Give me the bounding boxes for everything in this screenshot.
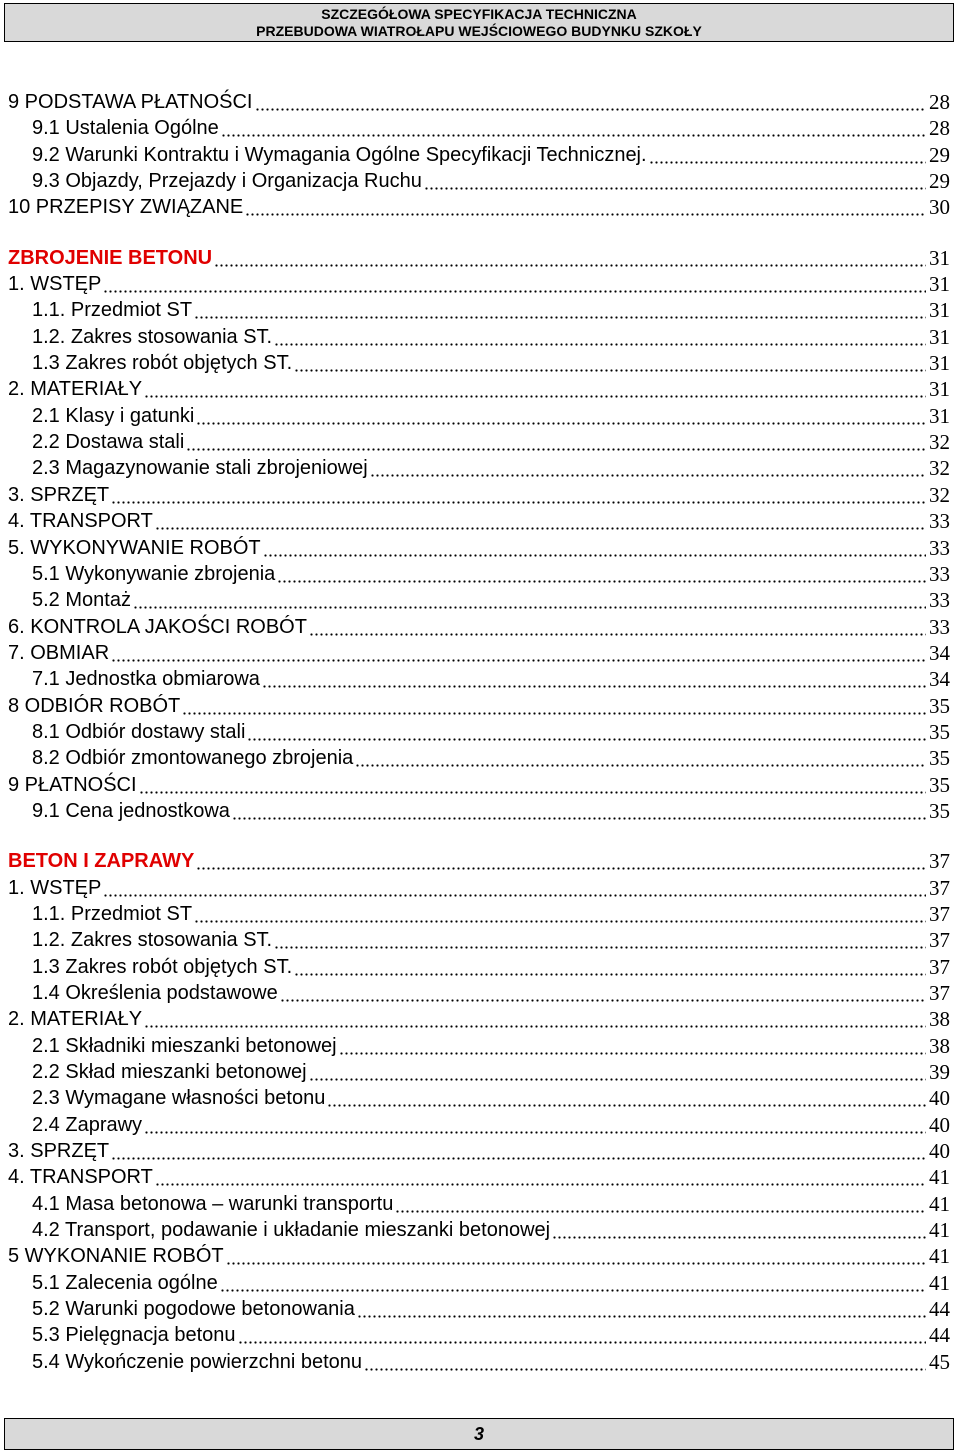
toc-entry[interactable] — [8, 89, 950, 115]
toc-entry[interactable] — [8, 1085, 950, 1111]
toc-entry[interactable] — [8, 1006, 950, 1032]
toc-entry-page-number: 35 — [929, 798, 950, 823]
toc-entry-page-number: 40 — [929, 1139, 950, 1164]
toc-entry-title: 1.1. Przedmiot ST — [32, 902, 193, 925]
toc-entry-page-number: 41 — [929, 1270, 950, 1295]
toc-entry[interactable] — [8, 194, 950, 220]
dot-leader — [294, 350, 926, 376]
toc-entry-title: 1.3 Zakres robót objętych ST. — [32, 955, 293, 978]
toc-entry-title: 2. MATERIAŁY — [8, 1008, 143, 1031]
dot-leader — [263, 535, 926, 561]
dot-leader — [220, 1270, 926, 1296]
toc-entry-title: 5.1 Zalecenia ogólne — [32, 1271, 218, 1294]
toc-entry[interactable] — [8, 482, 950, 508]
dot-leader — [309, 1059, 926, 1085]
toc-entry-title: 9.1 Cena jednostkowa — [32, 799, 230, 822]
toc-entry-page-number: 32 — [929, 430, 950, 455]
toc-entry-page-number: 40 — [929, 1086, 950, 1111]
dot-leader — [294, 954, 926, 980]
toc-entry-title: 9.2 Warunki Kontraktu i Wymagania Ogólne Specyfikacji Technicznej. — [32, 143, 647, 166]
toc-entry-page-number: 34 — [929, 640, 950, 665]
toc-entry-page-number: 37 — [929, 928, 950, 953]
dot-leader — [364, 1349, 926, 1375]
toc-entry[interactable] — [8, 640, 950, 666]
toc-entry-page-number: 41 — [929, 1165, 950, 1190]
toc-entry[interactable] — [8, 1349, 950, 1375]
dot-leader — [232, 798, 926, 824]
toc-entry-page-number: 35 — [929, 772, 950, 797]
toc-entry-page-number: 41 — [929, 1191, 950, 1216]
toc-entry-page-number: 38 — [929, 1007, 950, 1032]
toc-group — [8, 89, 950, 221]
toc-entry[interactable] — [8, 954, 950, 980]
toc-entry-title: 5.1 Wykonywanie zbrojenia — [32, 562, 276, 585]
toc-entry-page-number: 33 — [929, 588, 950, 613]
toc-entry[interactable] — [8, 142, 950, 168]
page-number: 3 — [473, 1424, 484, 1444]
toc-entry-title: 5.4 Wykończenie powierzchni betonu — [32, 1350, 363, 1373]
toc-entry-title: 8 ODBIÓR ROBÓT — [8, 694, 181, 717]
toc-entry-page-number: 37 — [929, 849, 950, 874]
dot-leader — [196, 403, 926, 429]
toc-entry[interactable] — [8, 1138, 950, 1164]
toc-entry[interactable] — [8, 1322, 950, 1348]
dot-leader — [214, 245, 926, 271]
dot-leader — [103, 271, 926, 297]
dot-leader — [111, 640, 926, 666]
dot-leader — [196, 848, 926, 874]
dot-leader — [139, 772, 926, 798]
toc-entry[interactable] — [8, 901, 950, 927]
toc-entry-title: 8.2 Odbiór zmontowanego zbrojenia — [32, 747, 354, 770]
toc-entry[interactable] — [8, 1296, 950, 1322]
toc-entry-page-number: 31 — [929, 245, 950, 270]
dot-leader — [155, 1164, 926, 1190]
toc-entry-title: 5.2 Montaż — [32, 589, 131, 612]
toc-entry-page-number: 33 — [929, 614, 950, 639]
dot-leader — [552, 1217, 926, 1243]
toc-entry-page-number: 31 — [929, 272, 950, 297]
toc-entry-title: 1.2. Zakres stosowania ST. — [32, 325, 273, 348]
toc-section-heading[interactable] — [8, 245, 950, 271]
toc-entry[interactable] — [8, 1112, 950, 1138]
toc-entry-title: 9.3 Objazdy, Przejazdy i Organizacja Ruchu — [32, 170, 422, 193]
toc-entry-title: BETON I ZAPRAWY — [8, 850, 195, 873]
toc-entry-title: 1.3 Zakres robót objętych ST. — [32, 352, 293, 375]
toc-entry-page-number: 37 — [929, 901, 950, 926]
dot-leader — [309, 614, 926, 640]
dot-leader — [238, 1322, 927, 1348]
toc-entry-page-number: 39 — [929, 1060, 950, 1085]
toc-entry-title: 5. WYKONYWANIE ROBÓT — [8, 536, 261, 559]
dot-leader — [103, 875, 926, 901]
toc-entry-title: 4. TRANSPORT — [8, 1166, 153, 1189]
toc-entry-page-number: 35 — [929, 746, 950, 771]
toc-entry-title: 3. SPRZĘT — [8, 483, 110, 506]
toc-entry-title: 7. OBMIAR — [8, 641, 110, 664]
toc-entry-page-number: 28 — [929, 116, 950, 141]
toc-entry-title: 2.1 Składniki mieszanki betonowej — [32, 1034, 337, 1057]
toc-entry[interactable] — [8, 561, 950, 587]
dot-leader — [194, 297, 926, 323]
toc-entry-page-number: 32 — [929, 456, 950, 481]
dot-leader — [395, 1191, 926, 1217]
dot-leader — [144, 1112, 926, 1138]
toc-entry-title: 9 PŁATNOŚCI — [8, 773, 137, 796]
toc-entry[interactable] — [8, 1191, 950, 1217]
toc-entry-title: 7.1 Jednostka obmiarowa — [32, 668, 260, 691]
toc-entry[interactable] — [8, 719, 950, 745]
toc-entry-page-number: 35 — [929, 693, 950, 718]
dot-leader — [144, 376, 926, 402]
toc-entry-page-number: 31 — [929, 298, 950, 323]
toc-entry-title: 5.3 Pielęgnacja betonu — [32, 1324, 236, 1347]
toc-section-heading[interactable] — [8, 848, 950, 874]
toc-entry-title: 9 PODSTAWA PŁATNOŚCI — [8, 91, 253, 113]
dot-leader — [280, 980, 926, 1006]
page-header — [4, 3, 954, 42]
dot-leader — [245, 194, 926, 220]
toc-entry-page-number: 44 — [929, 1323, 950, 1348]
toc-entry-page-number: 35 — [929, 719, 950, 744]
toc-entry[interactable] — [8, 168, 950, 194]
dot-leader — [339, 1033, 926, 1059]
toc-entry[interactable] — [8, 798, 950, 824]
dot-leader — [274, 324, 926, 350]
toc-entry[interactable] — [8, 614, 950, 640]
toc-entry[interactable] — [8, 587, 950, 613]
toc-entry-title: 1. WSTĘP — [8, 273, 102, 296]
toc-entry-page-number: 33 — [929, 509, 950, 534]
toc-entry[interactable] — [8, 1033, 950, 1059]
dot-leader — [274, 927, 926, 953]
toc-entry[interactable] — [8, 271, 950, 297]
toc-entry[interactable] — [8, 772, 950, 798]
toc-entry-page-number: 31 — [929, 377, 950, 402]
toc-entry-page-number: 44 — [929, 1297, 950, 1322]
toc-entry-page-number: 31 — [929, 403, 950, 428]
toc-group — [8, 848, 950, 1375]
table-of-contents — [8, 89, 950, 1375]
toc-entry-page-number: 41 — [929, 1218, 950, 1243]
toc-entry-title: 2.2 Dostawa stali — [32, 431, 185, 454]
dot-leader — [262, 666, 926, 692]
toc-entry-page-number: 28 — [929, 90, 950, 114]
toc-entry[interactable] — [8, 1270, 950, 1296]
dot-leader — [370, 455, 926, 481]
toc-entry-page-number: 40 — [929, 1112, 950, 1137]
toc-entry[interactable] — [8, 1217, 950, 1243]
header-title-line1: SZCZEGÓŁOWA SPECYFIKACJA TECHNICZNA — [321, 6, 637, 22]
toc-entry-title: 4. TRANSPORT — [8, 510, 153, 533]
toc-entry-title: 5 WYKONANIE ROBÓT — [8, 1245, 224, 1268]
toc-entry-title: 10 PRZEPISY ZWIĄZANE — [8, 196, 244, 219]
toc-entry[interactable] — [8, 403, 950, 429]
toc-entry[interactable] — [8, 745, 950, 771]
header-title-line2: PRZEBUDOWA WIATROŁAPU WEJŚCIOWEGO BUDYNKU SZKOŁY — [256, 23, 702, 39]
toc-entry[interactable] — [8, 115, 950, 141]
toc-entry-title: 1.1. Przedmiot ST — [32, 299, 193, 322]
toc-entry-title: 5.2 Warunki pogodowe betonowania — [32, 1298, 355, 1321]
toc-entry-page-number: 31 — [929, 324, 950, 349]
dot-leader — [186, 429, 926, 455]
toc-entry[interactable] — [8, 1243, 950, 1269]
toc-entry-title: 2.3 Magazynowanie stali zbrojeniowej — [32, 457, 368, 480]
dot-leader — [226, 1243, 926, 1269]
toc-entry[interactable] — [8, 535, 950, 561]
toc-entry-title: 1. WSTĘP — [8, 876, 102, 899]
toc-entry[interactable] — [8, 429, 950, 455]
toc-entry[interactable] — [8, 324, 950, 350]
toc-group — [8, 245, 950, 825]
toc-entry-title: 3. SPRZĘT — [8, 1140, 110, 1163]
toc-entry-title: 1.4 Określenia podstawowe — [32, 982, 278, 1004]
toc-entry-title: 2. MATERIAŁY — [8, 378, 143, 401]
dot-leader — [155, 508, 926, 534]
toc-entry-page-number: 34 — [929, 667, 950, 692]
dot-leader — [111, 482, 926, 508]
toc-entry[interactable] — [8, 376, 950, 402]
toc-entry-page-number: 41 — [929, 1244, 950, 1269]
toc-entry-title: 2.1 Klasy i gatunki — [32, 404, 195, 427]
toc-entry-page-number: 33 — [929, 561, 950, 586]
toc-entry-page-number: 31 — [929, 351, 950, 376]
dot-leader — [355, 745, 926, 771]
toc-entry[interactable] — [8, 875, 950, 901]
dot-leader — [247, 719, 926, 745]
dot-leader — [424, 168, 926, 194]
toc-entry[interactable] — [8, 455, 950, 481]
dot-leader — [182, 693, 926, 719]
toc-entry-page-number: 29 — [929, 169, 950, 194]
toc-entry-page-number: 32 — [929, 482, 950, 507]
dot-leader — [111, 1138, 926, 1164]
toc-entry-title: 1.2. Zakres stosowania ST. — [32, 929, 273, 952]
toc-entry-page-number: 45 — [929, 1349, 950, 1374]
toc-entry-page-number: 29 — [929, 142, 950, 167]
toc-entry-title: 2.2 Skład mieszanki betonowej — [32, 1061, 307, 1084]
toc-entry[interactable] — [8, 1059, 950, 1085]
toc-entry[interactable] — [8, 1164, 950, 1190]
toc-entry-page-number: 37 — [929, 954, 950, 979]
toc-entry[interactable] — [8, 508, 950, 534]
dot-leader — [133, 587, 926, 613]
toc-entry-page-number: 38 — [929, 1033, 950, 1058]
dot-leader — [221, 115, 926, 141]
toc-entry[interactable] — [8, 980, 950, 1006]
toc-entry[interactable] — [8, 297, 950, 323]
toc-entry-title: 6. KONTROLA JAKOŚCI ROBÓT — [8, 615, 307, 638]
toc-entry-title: 8.1 Odbiór dostawy stali — [32, 720, 246, 743]
toc-entry[interactable] — [8, 350, 950, 376]
dot-leader — [144, 1006, 926, 1032]
dot-leader — [255, 89, 927, 115]
toc-entry-title: 4.2 Transport, podawanie i układanie mieszanki betonowej — [32, 1219, 551, 1242]
toc-entry-title: 2.3 Wymagane własności betonu — [32, 1087, 326, 1110]
dot-leader — [357, 1296, 926, 1322]
toc-entry-title: ZBROJENIE BETONU — [8, 246, 213, 269]
toc-entry[interactable] — [8, 693, 950, 719]
dot-leader — [327, 1085, 926, 1111]
toc-entry-page-number: 33 — [929, 535, 950, 560]
toc-entry[interactable] — [8, 666, 950, 692]
dot-leader — [194, 901, 926, 927]
toc-entry-title: 9.1 Ustalenia Ogólne — [32, 117, 219, 140]
dot-leader — [649, 142, 926, 168]
toc-entry-title: 4.1 Masa betonowa – warunki transportu — [32, 1192, 394, 1215]
toc-entry-title: 2.4 Zaprawy — [32, 1113, 143, 1136]
toc-entry-page-number: 30 — [929, 195, 950, 220]
toc-entry-page-number: 37 — [929, 875, 950, 900]
toc-entry[interactable] — [8, 927, 950, 953]
toc-entry-page-number: 37 — [929, 981, 950, 1005]
dot-leader — [277, 561, 926, 587]
page-footer — [4, 1418, 954, 1450]
